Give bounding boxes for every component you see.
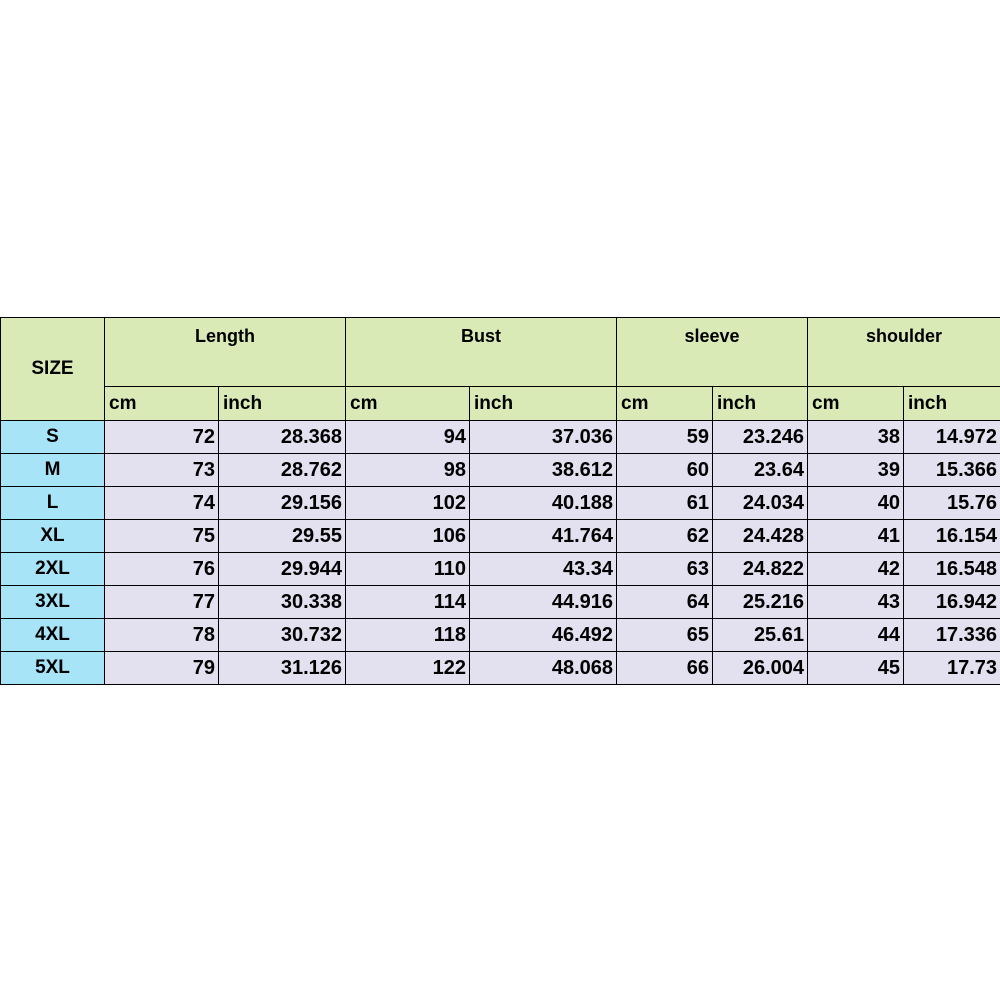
size-label: M [1, 454, 105, 487]
unit-header: cm [617, 387, 713, 421]
table-row [1, 586, 1000, 619]
measurement-cell: 17.73 [904, 652, 1000, 685]
table-row [1, 520, 1000, 553]
size-header: SIZE [1, 318, 105, 421]
group-header-bust [346, 318, 617, 387]
unit-header: cm [808, 387, 904, 421]
measurement-cell: 94 [346, 421, 470, 454]
measurement-cell: 63 [617, 553, 713, 586]
measurement-cell: 43.34 [470, 553, 617, 586]
group-header-label: shoulder [866, 325, 943, 346]
measurement-cell: 110 [346, 553, 470, 586]
measurement-cell: 60 [617, 454, 713, 487]
measurement-cell: 43 [808, 586, 904, 619]
measurement-cell: 29.55 [219, 520, 346, 553]
unit-header-row [1, 387, 1000, 421]
measurement-cell: 64 [617, 586, 713, 619]
measurement-cell: 17.336 [904, 619, 1000, 652]
group-header-label: sleeve [684, 325, 740, 346]
group-header-shoulder [808, 318, 1000, 387]
unit-header: cm [346, 387, 470, 421]
size-label: S [1, 421, 105, 454]
measurement-cell: 24.822 [713, 553, 808, 586]
measurement-cell: 15.76 [904, 487, 1000, 520]
measurement-cell: 24.034 [713, 487, 808, 520]
measurement-cell: 78 [105, 619, 219, 652]
table-row [1, 421, 1000, 454]
measurement-cell: 61 [617, 487, 713, 520]
measurement-cell: 39 [808, 454, 904, 487]
size-label: L [1, 487, 105, 520]
measurement-cell: 75 [105, 520, 219, 553]
measurement-cell: 76 [105, 553, 219, 586]
size-label: 5XL [1, 652, 105, 685]
measurement-cell: 14.972 [904, 421, 1000, 454]
measurement-cell: 45 [808, 652, 904, 685]
table-row [1, 652, 1000, 685]
group-header-length [105, 318, 346, 387]
measurement-cell: 114 [346, 586, 470, 619]
table-row [1, 454, 1000, 487]
measurement-cell: 31.126 [219, 652, 346, 685]
measurement-cell: 25.216 [713, 586, 808, 619]
measurement-cell: 44 [808, 619, 904, 652]
measurement-cell: 26.004 [713, 652, 808, 685]
measurement-cell: 23.246 [713, 421, 808, 454]
unit-header: inch [219, 387, 346, 421]
measurement-cell: 29.156 [219, 487, 346, 520]
measurement-cell: 62 [617, 520, 713, 553]
size-label: 3XL [1, 586, 105, 619]
measurement-cell: 98 [346, 454, 470, 487]
measurement-cell: 25.61 [713, 619, 808, 652]
measurement-cell: 46.492 [470, 619, 617, 652]
size-chart-container [0, 317, 1000, 685]
measurement-cell: 42 [808, 553, 904, 586]
group-header-row [1, 318, 1000, 387]
measurement-cell: 74 [105, 487, 219, 520]
measurement-cell: 38.612 [470, 454, 617, 487]
measurement-cell: 66 [617, 652, 713, 685]
table-row [1, 487, 1000, 520]
measurement-cell: 23.64 [713, 454, 808, 487]
measurement-cell: 38 [808, 421, 904, 454]
measurement-cell: 40 [808, 487, 904, 520]
group-header-label: Bust [461, 325, 501, 346]
measurement-cell: 16.942 [904, 586, 1000, 619]
measurement-cell: 79 [105, 652, 219, 685]
measurement-cell: 24.428 [713, 520, 808, 553]
measurement-cell: 16.154 [904, 520, 1000, 553]
measurement-cell: 48.068 [470, 652, 617, 685]
table-row [1, 553, 1000, 586]
measurement-cell: 44.916 [470, 586, 617, 619]
measurement-cell: 37.036 [470, 421, 617, 454]
size-rows [1, 421, 1000, 685]
measurement-cell: 118 [346, 619, 470, 652]
measurement-cell: 77 [105, 586, 219, 619]
measurement-cell: 28.762 [219, 454, 346, 487]
measurement-cell: 73 [105, 454, 219, 487]
group-header-sleeve [617, 318, 808, 387]
size-chart-table [0, 317, 1000, 685]
size-label: 4XL [1, 619, 105, 652]
measurement-cell: 30.732 [219, 619, 346, 652]
measurement-cell: 59 [617, 421, 713, 454]
measurement-cell: 106 [346, 520, 470, 553]
measurement-cell: 122 [346, 652, 470, 685]
measurement-cell: 102 [346, 487, 470, 520]
measurement-cell: 28.368 [219, 421, 346, 454]
measurement-cell: 72 [105, 421, 219, 454]
measurement-cell: 15.366 [904, 454, 1000, 487]
measurement-cell: 29.944 [219, 553, 346, 586]
measurement-cell: 30.338 [219, 586, 346, 619]
unit-header: inch [713, 387, 808, 421]
measurement-cell: 65 [617, 619, 713, 652]
unit-header: inch [904, 387, 1000, 421]
measurement-cell: 16.548 [904, 553, 1000, 586]
table-row [1, 619, 1000, 652]
measurement-cell: 41 [808, 520, 904, 553]
unit-header: cm [105, 387, 219, 421]
measurement-cell: 40.188 [470, 487, 617, 520]
size-label: XL [1, 520, 105, 553]
measurement-cell: 41.764 [470, 520, 617, 553]
unit-header: inch [470, 387, 617, 421]
group-header-label: Length [195, 325, 255, 346]
size-label: 2XL [1, 553, 105, 586]
